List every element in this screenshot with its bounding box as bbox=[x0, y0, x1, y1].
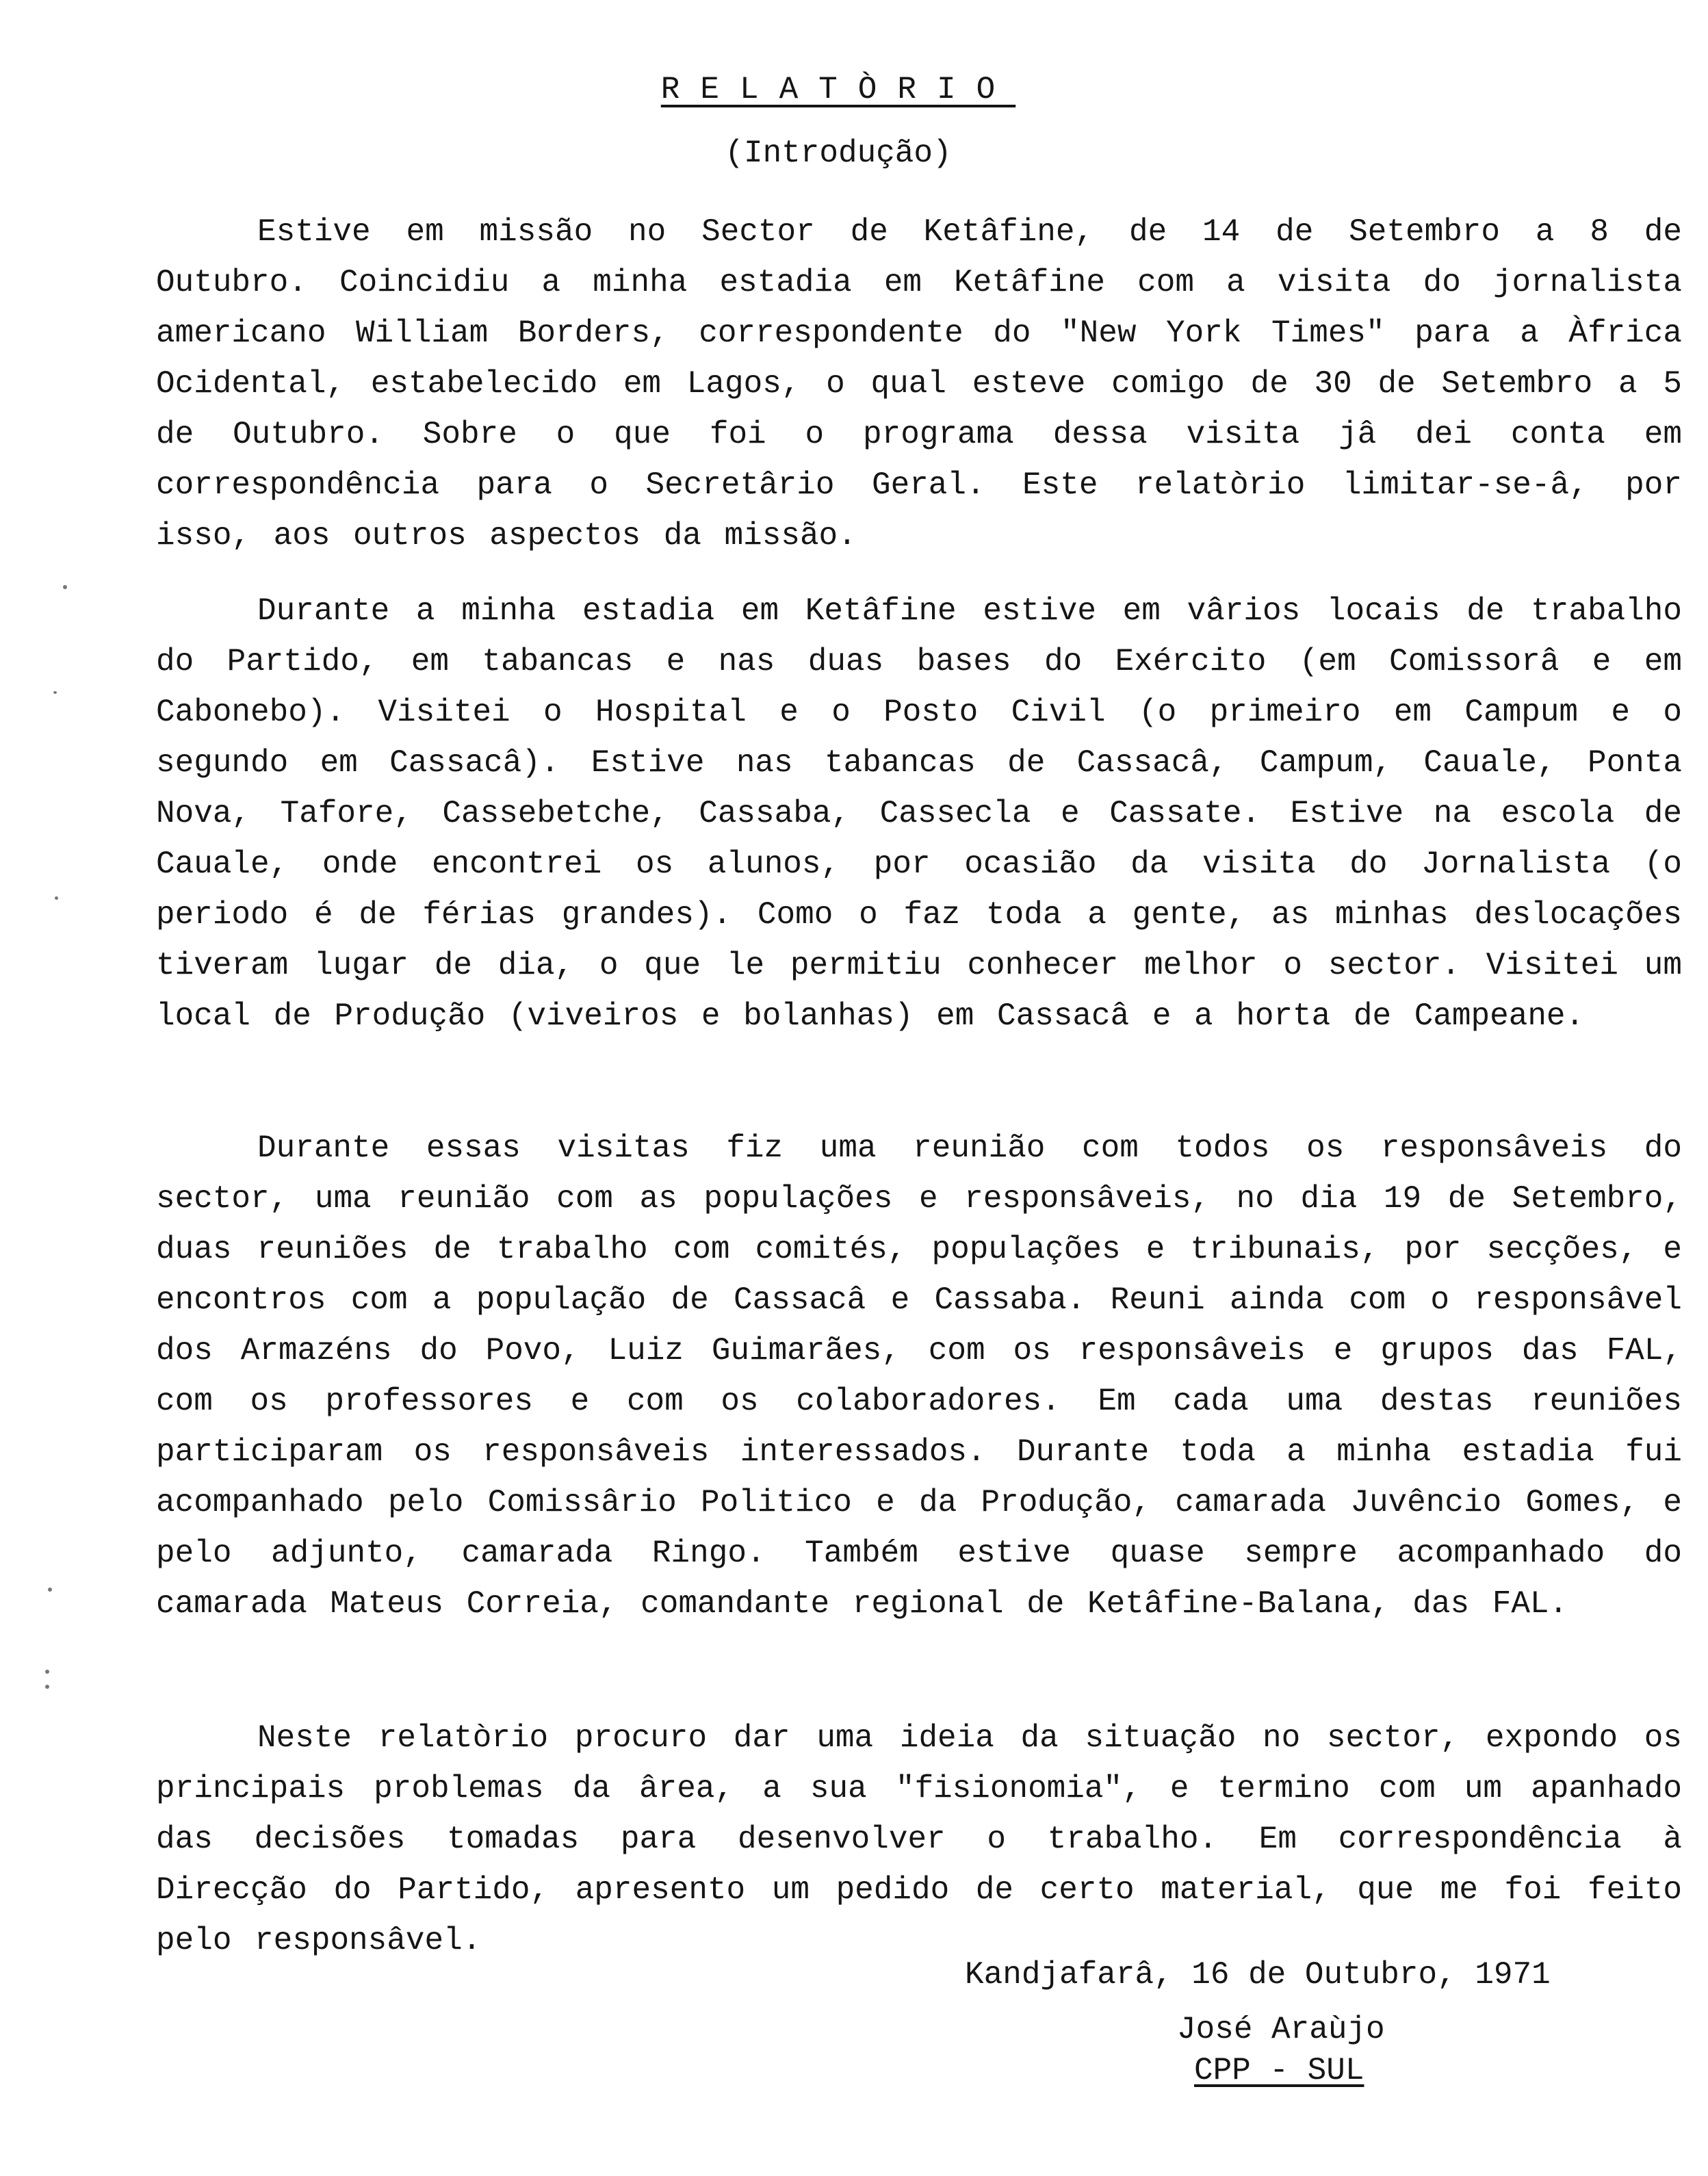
scan-speck bbox=[55, 896, 58, 900]
scan-speck bbox=[45, 1685, 49, 1689]
document-title: RELATÒRIO bbox=[660, 72, 1016, 107]
signature-place-date: Kandjafarâ, 16 de Outubro, 1971 bbox=[965, 1957, 1551, 1993]
paragraph-3: Durante essas visitas fiz uma reunião com todos os responsâveis do sector, uma reunião com as populações e responsâveis, no dia 19 de Setembro, duas reuniões de trabalho com comités, populações e tribunais, por secções, e encontros com a população de Cassacâ e Cassaba. Reuni ainda com o responsâvel dos Armazéns do Povo, Luiz Guimarães, com os responsâveis e grupos das FAL, com os professores e com os colaboradores. Em cada uma destas reuniões participaram os responsâveis interessados. Durante toda a minha estadia fui acompanhado pelo Comissârio Politico e da Produção, camarada Juvêncio Gomes, e pelo adjunto, camarada Ringo. Também estive quase sempre acompanhado do camarada Mateus Correia, comandante regional de Ketâfine-Balana, das FAL. bbox=[156, 1130, 1682, 1622]
scan-speck bbox=[45, 1670, 49, 1674]
scan-speck bbox=[48, 1588, 52, 1592]
paragraph-1: Estive em missão no Sector de Ketâfine, de 14 de Setembro a 8 de Outubro. Coincidiu a minha estadia em Ketâfine com a visita do jornalista americano William Borders, correspondente do "New York Times" para a Àfrica Ocidental, estabelecido em Lagos, o qual esteve comigo de 30 de Setembro a 5 de Outubro. Sobre o que foi o programa dessa visita jâ dei conta em correspondência para o Secretârio Geral. Este relatòrio limitar-se-â, por isso, aos outros aspectos da missão. bbox=[156, 214, 1682, 554]
document-subtitle: (Introdução) bbox=[725, 135, 952, 171]
paragraph-4: Neste relatòrio procuro dar uma ideia da situação no sector, expondo os principais problemas da ârea, a sua "fisionomia", e termino com um apanhado das decisões tomadas para desenvolver o trabalho. Em correspondência à Direcção do Partido, apresento um pedido de certo material, que me foi feito pelo responsâvel. bbox=[156, 1720, 1682, 1958]
scan-speck bbox=[63, 585, 67, 589]
scan-speck bbox=[53, 691, 57, 694]
paragraph-2: Durante a minha estadia em Ketâfine estive em vârios locais de trabalho do Partido, em tabancas e nas duas bases do Exército (em Comissorâ e em Cabonebo). Visitei o Hospital e o Posto Civil (o primeiro em Campum e o segundo em Cassacâ). Estive nas tabancas de Cassacâ, Campum, Cauale, Ponta Nova, Tafore, Cassebetche, Cassaba, Cassecla e Cassate. Estive na escola de Cauale, onde encontrei os alunos, por ocasião da visita do Jornalista (o periodo é de férias grandes). Como o faz toda a gente, as minhas deslocações tiveram lugar de dia, o que le permitiu conhecer melhor o sector. Visitei um local de Produção (viveiros e bolanhas) em Cassacâ e a horta de Campeane. bbox=[156, 593, 1682, 1034]
signature-name: José Araùjo bbox=[1177, 2012, 1385, 2047]
signature-organization: CPP - SUL bbox=[1194, 2053, 1364, 2088]
